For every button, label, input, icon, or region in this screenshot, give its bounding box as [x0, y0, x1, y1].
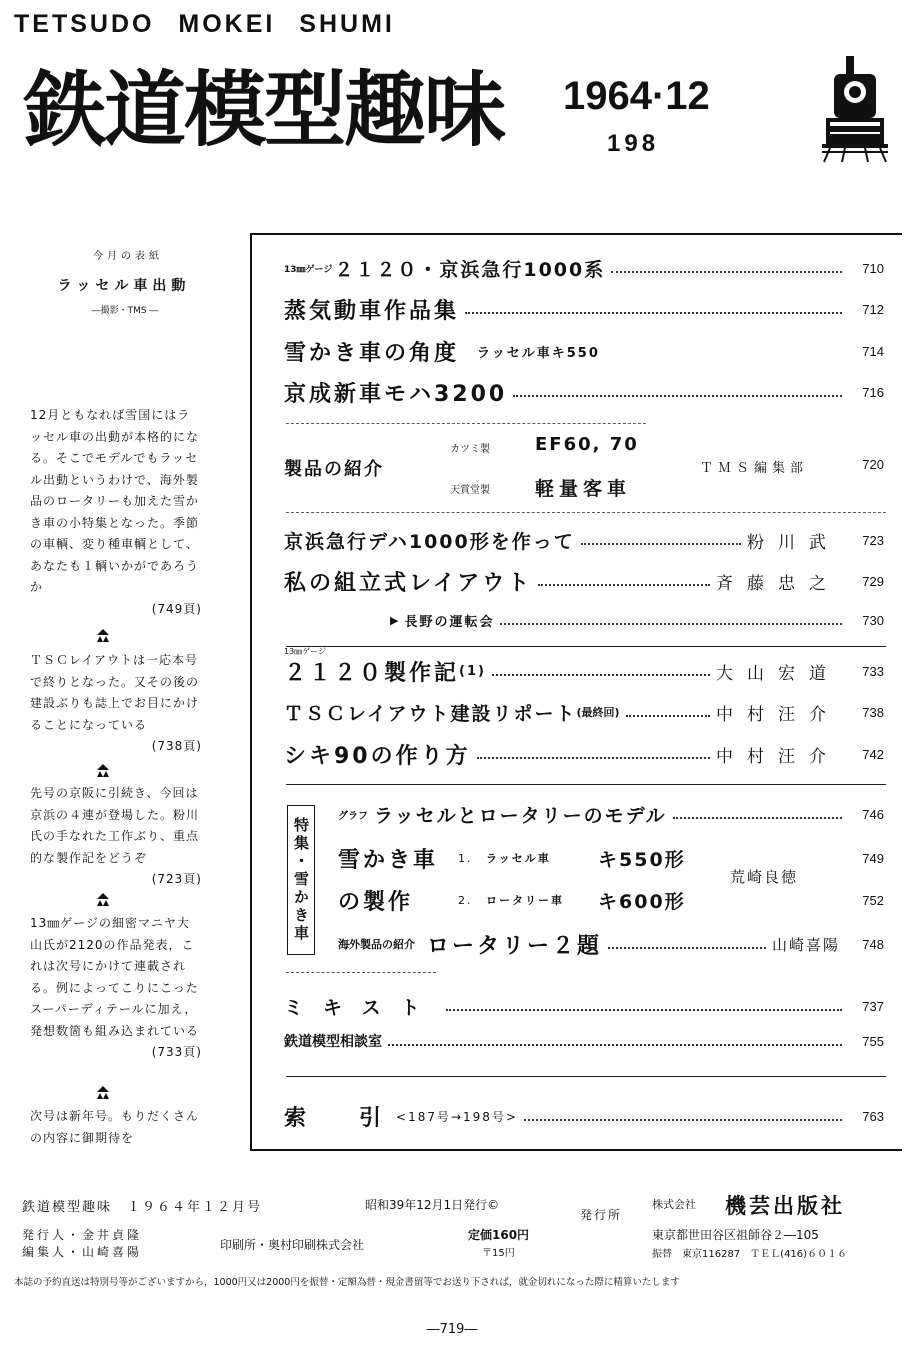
- footer-account: 振替 東京116287 ＴＥＬ(416)６０１６: [652, 1249, 848, 1260]
- toc-row-730: ▶ 長野の運転会 730: [390, 612, 884, 630]
- footer-editor-1: 発行人・金井貞隆: [22, 1228, 143, 1242]
- separator-icon: [97, 1086, 109, 1100]
- note-1: 12月ともなれば雪国にはラッセル車の出動が本格的になる。そこでモデルでもラッセル出動というわけで、海外製品のロータリーも加えた雪かき車の小特集となった。季節の車輌、変り種車輌として、あなたも１輌いかがであろうか (749頁): [30, 408, 202, 616]
- masthead-title: 鉄道模型趣味: [24, 63, 505, 158]
- footer-price: 定価160円: [468, 1228, 530, 1242]
- separator-icon: [97, 629, 109, 643]
- toc-gauge-note: 13㎜ゲージ: [284, 647, 327, 656]
- toc-row-714: 雪かき車の角度 ラッセル車キ550 714: [284, 340, 884, 366]
- footer-publisher-label: 発行所: [580, 1208, 623, 1222]
- special-feature-label: 特集・雪かき車: [287, 805, 315, 955]
- page-number: ―719―: [426, 1322, 478, 1337]
- cover-title: ラッセル車出動: [57, 278, 191, 294]
- footer-magazine: 鉄道模型趣味 １９６４年１２月号: [22, 1200, 263, 1215]
- toc-products-maker2: 天賞堂製: [450, 485, 490, 496]
- masthead-roman: TETSUDO MOKEI SHUMI: [14, 10, 395, 38]
- toc-row-737: ミキスト 737: [284, 996, 884, 1019]
- note-5: 次号は新年号。もりだくさんの内容に御期待を: [30, 1109, 200, 1145]
- separator-icon: [97, 764, 109, 778]
- toc-row-723: 京浜急行デハ1000形を作って 粉川武 723: [284, 530, 884, 553]
- note-4: 13㎜ゲージの細密マニヤ大山氏が2120の作品発表，これは次号にかけて連載される。例によってこりにこったスーパーディテールに加え，発想数箇も組み込まれている (733頁): [30, 916, 202, 1059]
- toc-products-item1: EF60, 70: [535, 434, 639, 455]
- divider: [286, 972, 436, 973]
- cover-credit: ―撮影・TMS ―: [91, 306, 159, 316]
- toc-row-763: 索 引 <187号→198号> 763: [284, 1105, 884, 1131]
- issue-date: 1964·12: [563, 74, 710, 118]
- toc-snowplow-author: 荒崎良徳: [730, 868, 799, 886]
- toc-row-742: シキ90の作り方 中村汪介 742: [284, 743, 884, 769]
- footer-publisher: 機芸出版社: [725, 1194, 845, 1218]
- footer-printer: 印刷所・奥村印刷株式会社: [220, 1238, 365, 1252]
- footer-postage: 〒15円: [482, 1248, 515, 1259]
- toc-row-716: 京成新車モハ3200 716: [284, 381, 884, 407]
- divider: [286, 646, 886, 647]
- issue-number: 198: [607, 130, 660, 157]
- toc-row-749: 雪かき車 1. ラッセル車 キ550形 749: [338, 847, 884, 873]
- footer-publisher-company: 株式会社: [652, 1198, 696, 1211]
- toc-row-752: の製作 2. ロータリー車 キ600形 752: [338, 889, 884, 915]
- footer-issued: 昭和39年12月1日発行©: [365, 1198, 500, 1212]
- toc-row-748: 海外製品の紹介 ロータリー２題 山崎喜陽 748: [338, 933, 884, 959]
- divider: [286, 512, 886, 513]
- footer-address: 東京都世田谷区祖師谷２―105: [652, 1228, 819, 1242]
- toc-row-710: 13㎜ゲージ ２１２０・京浜急行1000系 710: [284, 258, 884, 281]
- toc-products-item2: 軽量客車: [535, 478, 632, 500]
- toc-row-738: ＴＳＣレイアウト建設リポート (最終回) 中村汪介 738: [284, 702, 884, 725]
- toc-products-label: 製品の紹介: [284, 459, 384, 480]
- cover-heading: 今月の表紙: [93, 251, 163, 262]
- note-3: 先号の京阪に引続き、今回は京浜の４連が登場した。粉川氏の手なれた工作ぶり、重点的な製作記をどうぞ (723頁): [30, 786, 202, 886]
- toc-products-page: 720: [862, 457, 884, 472]
- separator-icon: [97, 893, 109, 907]
- toc-row-712: 蒸気動車作品集 712: [284, 298, 884, 324]
- footer-editor-2: 編集人・山崎喜陽: [22, 1245, 143, 1259]
- divider: [286, 423, 646, 424]
- note-2: ＴＳＣレイアウトは一応本号で終りとなった。又その後の建設ぶりも誌上でお目にかけることになっている (738頁): [30, 653, 202, 753]
- toc-products-maker1: カツミ製: [450, 444, 490, 455]
- toc-row-746: グラフ ラッセルとロータリーのモデル 746: [338, 804, 884, 827]
- toc-products-author: ＴＭＳ編集部: [700, 461, 809, 476]
- divider: [286, 784, 886, 785]
- locomotive-logo-icon: [820, 52, 890, 164]
- footer-notice: 本誌の予約直送は特別号等がございますから，1000円又は2000円を振替・定額為替・現金書留等でお送り下されば，就金切れになった際に精算いたします: [14, 1277, 680, 1288]
- toc-row-755: 鉄道模型相談室 755: [284, 1033, 884, 1050]
- divider: [286, 1076, 886, 1077]
- toc-row-729: 私の組立式レイアウト 斉藤忠之 729: [284, 570, 884, 596]
- toc-row-733: ２１２０製作記 (1) 大山宏道 733: [284, 660, 884, 686]
